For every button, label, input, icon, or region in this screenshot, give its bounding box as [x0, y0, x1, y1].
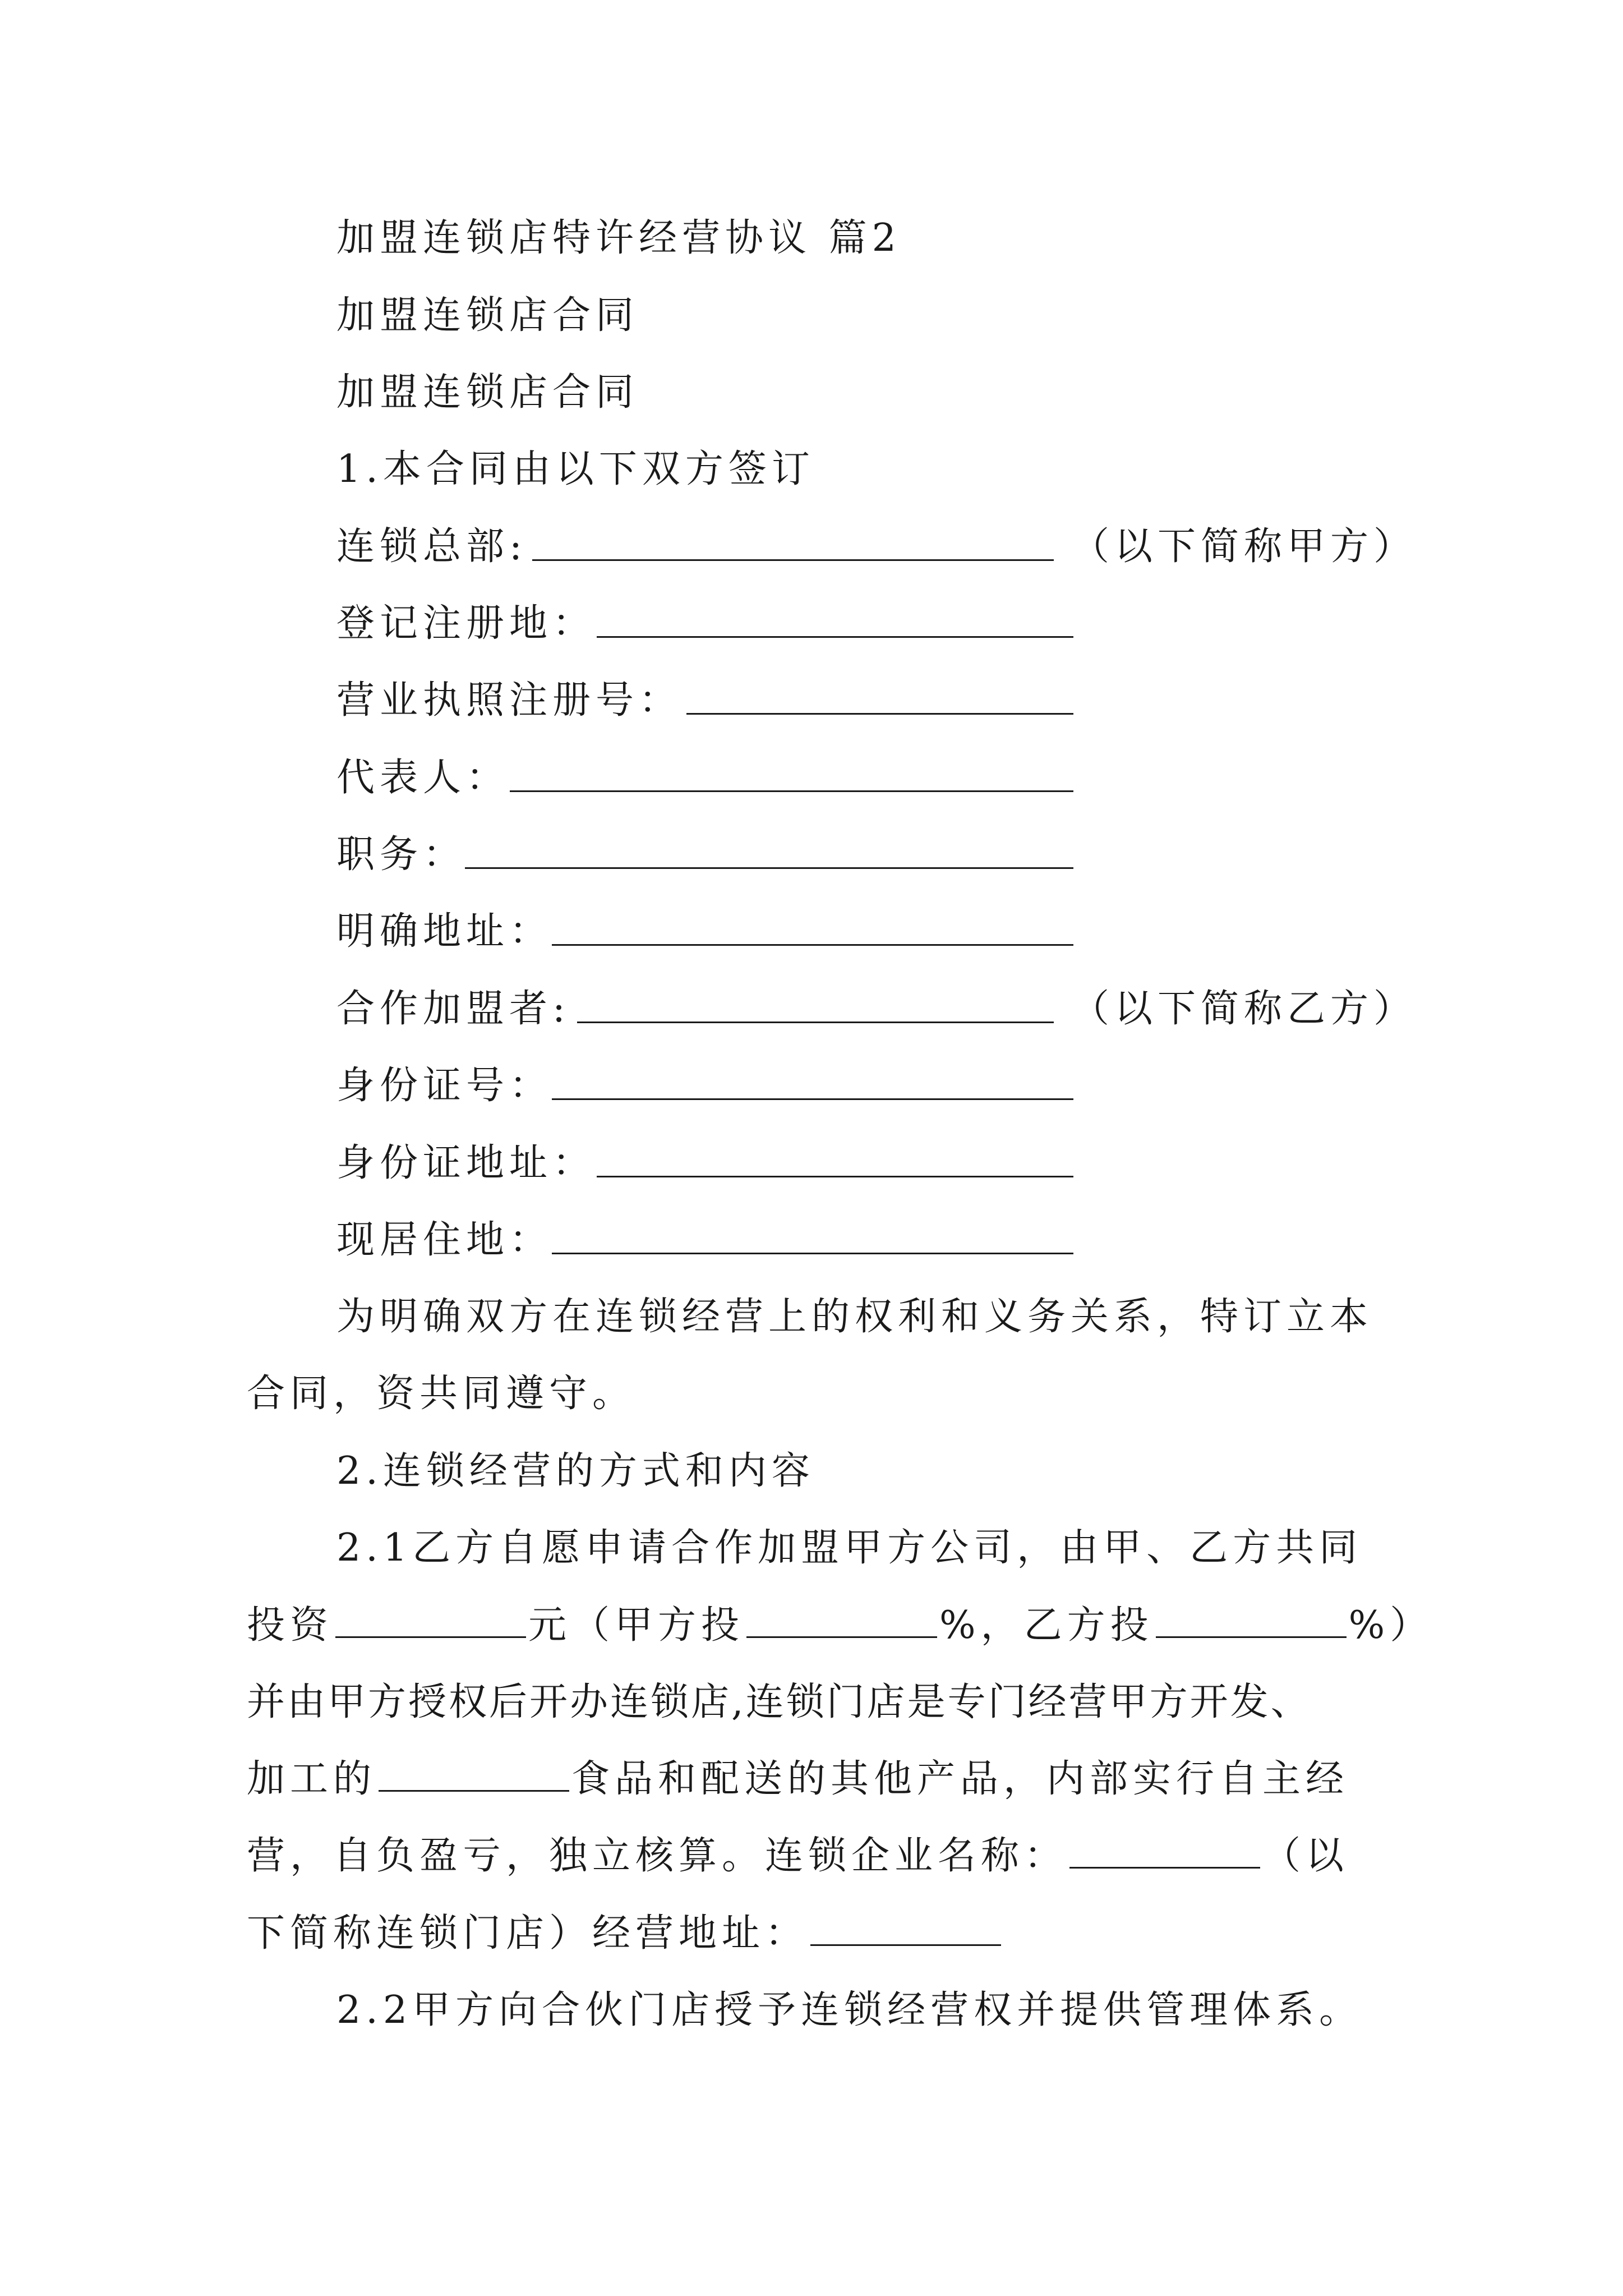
field-representative-label: 代表人：: [336, 756, 510, 800]
food-type-blank[interactable]: [379, 1759, 569, 1792]
store-address-blank[interactable]: [810, 1913, 1001, 1946]
clause-2-1-company-name-label: 营，自负盈亏，独立核算。连锁企业名称：: [247, 1834, 1068, 1878]
purpose-line-1: 为明确双方在连锁经营上的权利和义务关系，特订立本: [336, 1295, 1373, 1339]
field-hq-suffix: （以下简称甲方）: [1071, 524, 1417, 569]
clause-2-1-line-5: [247, 1834, 1349, 1879]
field-franchisee-label: 合作加盟者:: [336, 987, 570, 1031]
field-address: [336, 909, 1402, 954]
field-license-label: 营业执照注册号：: [336, 678, 683, 723]
field-reg-place-label: 登记注册地：: [336, 601, 596, 646]
field-license: [336, 678, 1402, 723]
field-franchisee-blank[interactable]: [577, 990, 1054, 1023]
contract-title: 加盟连锁店合同: [336, 293, 639, 338]
field-residence: [336, 1218, 1402, 1263]
document-heading: 加盟连锁店特许经营协议 篇2: [336, 216, 901, 260]
field-hq: [336, 524, 1417, 569]
clause-2-1-invest-label: 投资: [247, 1603, 334, 1648]
field-representative-blank[interactable]: [510, 759, 1073, 792]
field-id-number: [336, 1064, 1402, 1108]
party-a-share-blank[interactable]: [746, 1605, 937, 1638]
clause-2-2: 2.2甲方向合伙门店授予连锁经营权并提供管理体系。: [336, 1988, 1363, 2032]
party-b-share-blank[interactable]: [1156, 1605, 1347, 1638]
field-id-number-blank[interactable]: [552, 1067, 1073, 1100]
field-franchisee: [336, 987, 1417, 1032]
clause-2-1-products-text: 食品和配送的其他产品，内部实行自主经: [571, 1757, 1349, 1801]
purpose-line-2: 合同，资共同遵守。: [247, 1372, 636, 1416]
field-id-address: [336, 1141, 1402, 1186]
field-position: [336, 832, 1402, 877]
field-license-blank[interactable]: [686, 682, 1073, 715]
field-address-label: 明确地址：: [336, 909, 553, 954]
field-position-label: 职务：: [336, 832, 467, 877]
clause-2-1-processed-label: 加工的: [247, 1757, 377, 1801]
clause-2-1-party-a-share-label: 元（甲方投: [528, 1603, 745, 1648]
clause-2-1-line-6: [247, 1911, 1003, 1956]
contract-title-repeat: 加盟连锁店合同: [336, 370, 639, 415]
field-representative: [336, 756, 1402, 800]
clause-2-1-line-2: [247, 1603, 1433, 1648]
field-hq-blank[interactable]: [532, 528, 1054, 561]
clause-2-1-abbrev-open: （以: [1262, 1834, 1349, 1878]
field-hq-label: 连锁总部:: [336, 524, 527, 569]
clause-2-1-close: %）: [1348, 1603, 1433, 1648]
section-2-heading: 2.连锁经营的方式和内容: [336, 1449, 815, 1493]
field-id-number-label: 身份证号：: [336, 1064, 553, 1108]
field-residence-label: 现居住地：: [336, 1218, 553, 1262]
field-id-address-label: 身份证地址：: [336, 1141, 596, 1185]
clause-2-1-line-3: 并由甲方授权后开办连锁店,连锁门店是专门经营甲方开发、: [247, 1680, 1311, 1724]
section-1-heading: 1.本合同由以下双方签订: [336, 447, 815, 491]
field-residence-blank[interactable]: [552, 1221, 1073, 1254]
clause-2-1-store-address-label: 下简称连锁门店）经营地址：: [247, 1911, 809, 1955]
clause-2-1-line-1: 2.1乙方自愿申请合作加盟甲方公司，由甲、乙方共同: [336, 1526, 1363, 1570]
clause-2-1-line-4: [247, 1757, 1349, 1802]
company-name-blank[interactable]: [1069, 1835, 1260, 1869]
field-address-blank[interactable]: [552, 913, 1073, 946]
field-franchisee-suffix: （以下简称乙方）: [1071, 987, 1417, 1031]
investment-amount-blank[interactable]: [335, 1605, 526, 1638]
field-id-address-blank[interactable]: [597, 1144, 1073, 1177]
clause-2-1-party-b-share-label: %，乙方投: [939, 1603, 1154, 1648]
field-reg-place-blank[interactable]: [597, 605, 1073, 638]
field-reg-place: [336, 601, 1402, 646]
field-position-blank[interactable]: [465, 836, 1073, 869]
